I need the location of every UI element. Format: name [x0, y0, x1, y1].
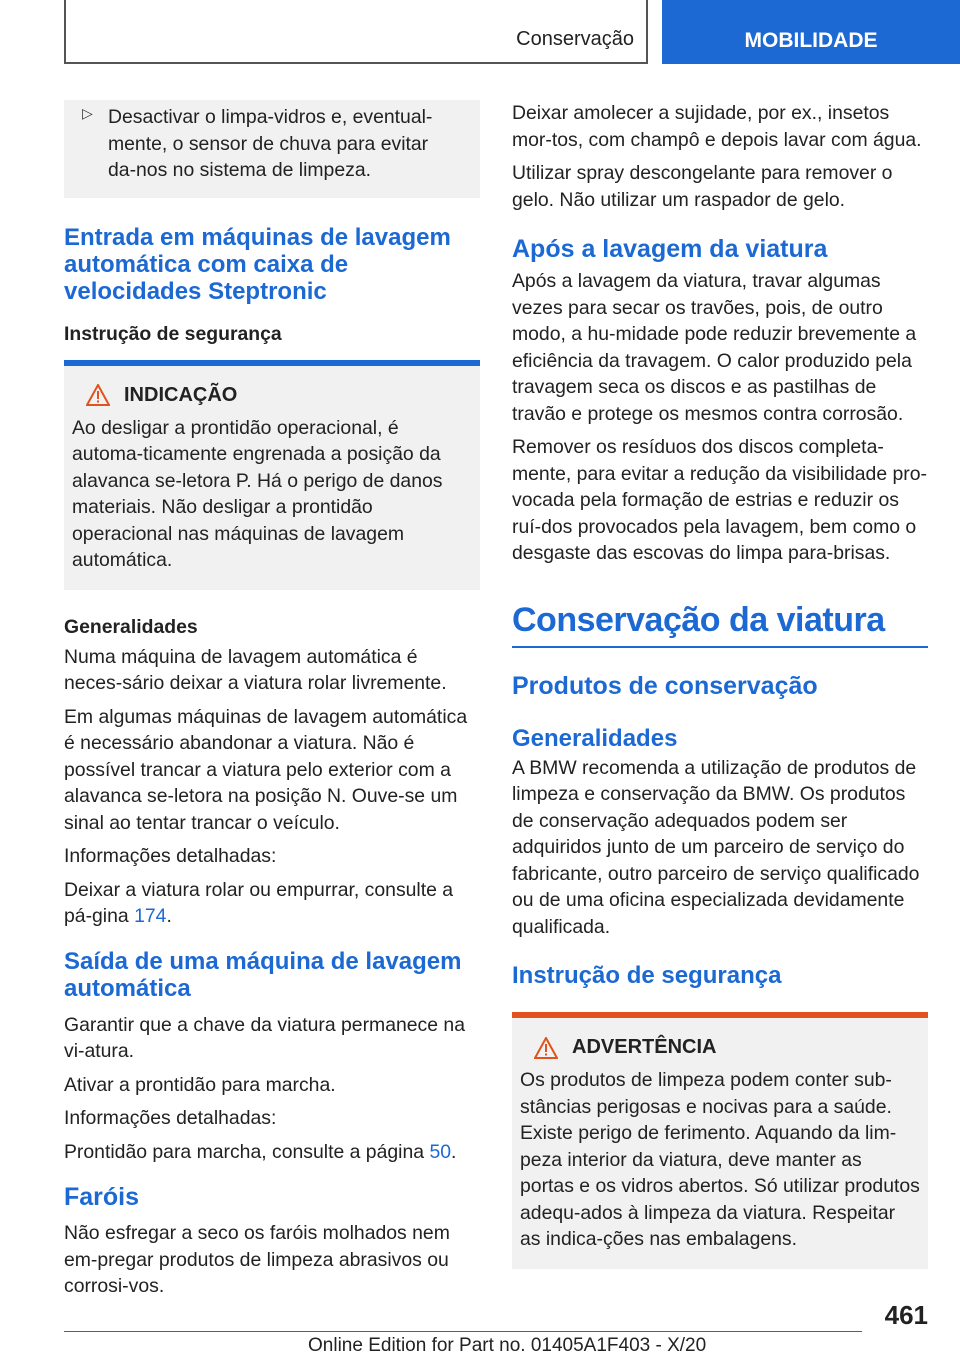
- footer-edition: Online Edition for Part no. 01405A1F403 - X/20: [308, 1335, 707, 1356]
- paragraph: Garantir que a chave da viatura permanece na vi-atura.: [64, 1013, 465, 1062]
- paragraph: Remover os resíduos dos discos completa-mente, para evitar a redução da visibilidade pro-vocada pela formação de estrias e reduzir os ruí-dos provocados pela lavagem, bem como o desgaste das escovas do limpa para-brisas.: [512, 436, 927, 564]
- warning-text: Os produtos de limpeza podem conter sub-stâncias perigosas e nocivas para a saúde. Existe perigo de ferimento. Aquando da lim-peza interior da viatura, deve manter as portas e os vidros abertos. Só utilizar produtos adequ-ados à limpeza da viatura. Respeitar as indica-ções nas embalagens.: [520, 1069, 920, 1250]
- paragraph: Ativar a prontidão para marcha.: [64, 1073, 336, 1096]
- heading-conservacao: Conservação da viatura: [512, 601, 928, 648]
- footer-divider: [64, 1331, 862, 1332]
- left-column: [64, 100, 480, 1307]
- bullet-text: Desactivar o limpa-vidros e, eventual-mente, o sensor de chuva para evitar da-nos no sistema de limpeza.: [108, 106, 433, 181]
- warning-triangle-icon: [86, 384, 110, 406]
- paragraph-with-link: Deixar a viatura rolar ou empurrar, consulte a pá-gina 174.: [64, 878, 454, 927]
- heading-entry: Entrada em máquinas de lavagem automática com caixa de velocidades Steptronic: [64, 223, 451, 305]
- right-column: [512, 100, 928, 1293]
- page-number: 461: [884, 1300, 928, 1330]
- heading-exit: Saída de uma máquina de lavagem automática: [64, 947, 462, 1002]
- page-link-50[interactable]: 50: [429, 1140, 452, 1163]
- note-title-row: [86, 384, 472, 407]
- warning-title-row: [534, 1036, 920, 1059]
- heading-products: Produtos de conservação: [512, 671, 818, 700]
- heading-after-wash: Após a lavagem da viatura: [512, 235, 828, 263]
- triangle-right-icon: ▷: [82, 105, 93, 121]
- paragraph-text: Deixar a viatura rolar ou empurrar, consulte a pá-gina: [64, 878, 454, 927]
- paragraph: Após a lavagem da viatura, travar algumas vezes para secar os travões, pois, de outro modo, a hu-midade pode reduzir brevemente a eficiência da travagem. O calor produzido pela travagem seca os discos e as pastilhas de travão e protege os mesmos contra corrosão.: [512, 270, 917, 425]
- warning-title: ADVERTÊNCIA: [572, 1036, 717, 1058]
- paragraph: A BMW recomenda a utilização de produtos de limpeza e conservação da BMW. Os produtos de conservação adequados podem ser adquiridos junto de um parceiro de serviço do fabricante, outro parceiro de serviço qualificado ou de uma oficina especializada devidamente qualificada.: [512, 756, 920, 938]
- paragraph-with-link: Prontidão para marcha, consulte a página 50.: [64, 1140, 457, 1163]
- paragraph: Informações detalhadas:: [64, 845, 277, 867]
- page-link-174[interactable]: 174: [134, 905, 167, 927]
- warning-box: [512, 1012, 928, 1269]
- paragraph: Não esfregar a seco os faróis molhados nem em-pregar produtos de limpeza abrasivos ou corrosi-vos.: [64, 1222, 450, 1297]
- header-section-title: Conservação: [516, 28, 634, 50]
- heading-safety-right: Instrução de segurança: [512, 962, 782, 989]
- bullet-box: [64, 100, 480, 198]
- paragraph: Deixar amolecer a sujidade, por ex., insetos mor-tos, com champô e depois lavar com água.: [512, 102, 922, 151]
- paragraph: Utilizar spray descongelante para remover o gelo. Não utilizar um raspador de gelo.: [512, 162, 893, 211]
- heading-safety-left: Instrução de segurança: [64, 322, 282, 345]
- heading-farois: Faróis: [64, 1183, 140, 1211]
- paragraph-text: Prontidão para marcha, consulte a página: [64, 1140, 425, 1163]
- note-box: [64, 360, 480, 590]
- paragraph: Em algumas máquinas de lavagem automática é necessário abandonar a viatura. Não é possível trancar a viatura pelo exterior com a alavanca se-letora na posição N. Ouve-se um sinal ao tentar trancar o veículo.: [64, 705, 468, 834]
- heading-generalidades-right: Generalidades: [512, 724, 678, 752]
- header-tab-mobilidade[interactable]: MOBILIDADE: [662, 0, 960, 64]
- note-text: Ao desligar a prontidão operacional, é automa-ticamente engrenada a posição da alavanca se-letora P. Há o perigo de danos materiais. Não desligar a prontidão operacional nas máquinas de lavagem automática.: [72, 416, 443, 571]
- note-title: INDICAÇÃO: [124, 383, 238, 406]
- heading-generalidades-left: Generalidades: [64, 615, 198, 638]
- paragraph: Numa máquina de lavagem automática é neces-sário deixar a viatura rolar livremente.: [64, 645, 447, 694]
- paragraph: Informações detalhadas:: [64, 1107, 277, 1129]
- warning-triangle-icon: [534, 1037, 558, 1059]
